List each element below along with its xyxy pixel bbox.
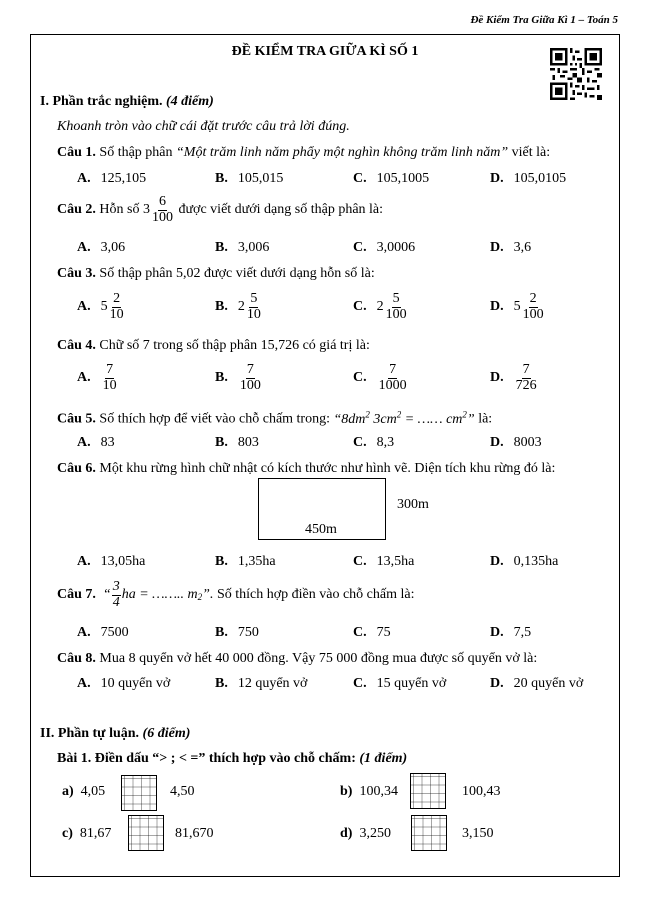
expr-part: “8dm: [333, 411, 366, 427]
q7-quote-close: ”.: [202, 587, 214, 603]
option-fraction: [102, 363, 118, 393]
numerator: 7: [106, 362, 114, 377]
q3-text: Số thập phân 5,02 được viết dưới dạng hỗn số là:: [99, 266, 375, 281]
expr-part: = …… cm: [401, 411, 463, 427]
answer-box-b[interactable]: [410, 773, 446, 809]
option-letter: D.: [490, 435, 504, 450]
q1-option-d[interactable]: [490, 171, 566, 187]
option-value: 7500: [100, 625, 129, 640]
q5-label: Câu 5.: [57, 411, 96, 427]
q6-question: [57, 461, 555, 477]
q6-option-d[interactable]: [490, 554, 558, 570]
answer-box-d[interactable]: [411, 815, 447, 851]
denominator: 100: [239, 377, 261, 393]
part1-instruction: Khoanh tròn vào chữ cái đặt trước câu trả lời đúng.: [57, 119, 350, 134]
denominator: 10: [246, 306, 261, 322]
header-title: Đề Kiểm Tra Giữa Kì 1 – Toán 5: [470, 14, 618, 26]
expr-part: ”: [466, 411, 475, 427]
q3-option-c[interactable]: [353, 292, 409, 322]
option-letter: A.: [77, 171, 91, 186]
option-letter: C.: [353, 240, 367, 255]
item-letter: b): [340, 784, 353, 799]
q7-quote-open: “: [102, 587, 111, 603]
option-letter: A.: [77, 370, 91, 386]
option-value: 0,135ha: [513, 554, 559, 569]
option-value: 105,0105: [513, 171, 567, 186]
q8-option-c[interactable]: [353, 676, 446, 692]
bai1-item-b: [340, 784, 398, 800]
option-value: 3,0006: [376, 240, 416, 255]
option-value: 750: [237, 625, 259, 640]
option-value: 15 quyển vở: [376, 676, 447, 691]
q4-option-c[interactable]: [353, 363, 409, 393]
q1-option-a[interactable]: [77, 171, 146, 187]
q2-label: Câu 2.: [57, 202, 96, 218]
qr-code-icon: [550, 48, 602, 100]
option-fraction: [515, 363, 538, 393]
q2-option-c[interactable]: [353, 240, 415, 256]
q7-text: Số thích hợp điền vào chỗ chấm là:: [216, 587, 415, 603]
q7-question: [57, 580, 415, 610]
q4-question: [57, 338, 370, 354]
q2-option-d[interactable]: [490, 240, 531, 256]
bai1-heading: [57, 751, 407, 767]
bai1-item-a-right: 4,50: [170, 784, 195, 799]
bai1-item-c-right: 81,670: [175, 826, 214, 841]
option-value: 125,105: [100, 171, 147, 186]
q1-question: [57, 145, 550, 161]
option-fraction: [246, 292, 262, 322]
option-letter: C.: [353, 554, 367, 569]
option-value: 13,05ha: [100, 554, 146, 569]
q1-text-end: viết là:: [511, 145, 551, 160]
part2-heading: [40, 726, 190, 742]
q7-option-d[interactable]: [490, 625, 531, 641]
denominator: 726: [515, 377, 537, 393]
q4-option-a[interactable]: [77, 363, 119, 393]
q2-fraction: [151, 195, 174, 225]
mixed-whole: 2: [237, 299, 245, 315]
q8-option-d[interactable]: [490, 676, 583, 692]
denominator: 100: [522, 306, 544, 322]
option-value: 13,5ha: [376, 554, 415, 569]
option-value: 3,006: [237, 240, 270, 255]
denominator: 100: [385, 306, 407, 322]
numerator: 7: [389, 362, 397, 377]
item-left-value: 81,67: [79, 826, 112, 841]
item-letter: c): [62, 826, 73, 841]
denominator: 100: [151, 209, 173, 225]
q3-question: [57, 266, 375, 282]
option-value: 83: [100, 435, 115, 450]
q7-label: Câu 7.: [57, 587, 96, 603]
q7-expression: ha = …….. m: [121, 587, 198, 603]
q1-option-b[interactable]: [215, 171, 283, 187]
bai1-item-b-right: 100,43: [462, 784, 501, 799]
bai1-label: Bài 1. Điền dấu “> ; < =” thích hợp vào chỗ chấm:: [57, 751, 356, 766]
denominator: 10: [109, 306, 124, 322]
q1-option-c[interactable]: [353, 171, 429, 187]
bai1-item-d: [340, 826, 391, 842]
q5-question: [57, 409, 492, 428]
option-value: 7,5: [513, 625, 532, 640]
q5-text-end: là:: [478, 411, 493, 427]
q4-option-d[interactable]: [490, 363, 539, 393]
option-letter: B.: [215, 676, 228, 691]
item-letter: a): [62, 784, 74, 799]
q5-expression: [333, 409, 475, 427]
q3-label: Câu 3.: [57, 266, 96, 281]
option-letter: D.: [490, 299, 504, 315]
bai1-item-c: [62, 826, 111, 842]
option-value: 105,1005: [376, 171, 430, 186]
document-title: ĐỀ KIỂM TRA GIỮA KÌ SỐ 1: [231, 44, 419, 59]
option-value: 10 quyển vở: [100, 676, 171, 691]
bai1-item-d-right: 3,150: [462, 826, 494, 841]
q1-label: Câu 1.: [57, 145, 96, 160]
option-value: 20 quyển vở: [513, 676, 584, 691]
q5-option-a[interactable]: [77, 435, 115, 451]
bai1-points: (1 điểm): [359, 751, 408, 766]
q4-label: Câu 4.: [57, 338, 96, 353]
option-value: 105,015: [237, 171, 284, 186]
option-letter: D.: [490, 554, 504, 569]
expr-part: 3cm: [369, 411, 397, 427]
option-letter: C.: [353, 299, 367, 315]
option-letter: D.: [490, 370, 504, 386]
option-letter: C.: [353, 435, 367, 450]
option-letter: D.: [490, 240, 504, 255]
rect-height-label: 300m: [397, 497, 429, 512]
option-value: 3,06: [100, 240, 126, 255]
rect-width-label: 450m: [305, 522, 337, 537]
mixed-whole: 5: [100, 299, 108, 315]
option-value: 75: [376, 625, 391, 640]
q8-text: Mua 8 quyển vở hết 40 000 đồng. Vậy 75 000 đồng mua được số quyển vở là:: [99, 651, 538, 666]
part2-heading-text: II. Phần tự luận.: [40, 726, 140, 741]
q3-option-d[interactable]: [490, 292, 546, 322]
q5-option-b[interactable]: [215, 435, 259, 451]
q2-text-end: được viết dưới dạng số thập phân là:: [178, 202, 384, 218]
item-left-value: 4,05: [80, 784, 106, 799]
numerator: 2: [113, 291, 121, 306]
option-letter: B.: [215, 171, 228, 186]
q5-option-d[interactable]: [490, 435, 542, 451]
q6-label: Câu 6.: [57, 461, 96, 476]
part1-points: (4 điểm): [166, 94, 214, 109]
q3-option-b[interactable]: [215, 292, 263, 322]
item-left-value: 100,34: [359, 784, 398, 799]
q5-text: Số thích hợp để viết vào chỗ chấm trong:: [99, 411, 330, 427]
q5-option-c[interactable]: [353, 435, 394, 451]
numerator: 7: [522, 362, 530, 377]
q7-fraction: [112, 580, 121, 610]
q6-option-a[interactable]: [77, 554, 145, 570]
option-value: 8003: [513, 435, 542, 450]
numerator: 7: [246, 362, 254, 377]
q7-option-b[interactable]: [215, 625, 259, 641]
mixed-whole: 2: [376, 299, 384, 315]
q6-text: Một khu rừng hình chữ nhật có kích thước như hình vẽ. Diện tích khu rừng đó là:: [99, 461, 556, 476]
option-letter: D.: [490, 625, 504, 640]
numerator: 5: [250, 291, 258, 306]
option-letter: C.: [353, 676, 367, 691]
bai1-item-a: [62, 784, 105, 800]
numerator: 3: [112, 579, 120, 594]
option-value: 12 quyển vở: [237, 676, 308, 691]
q2-question: [57, 195, 383, 225]
q6-option-b[interactable]: [215, 554, 276, 570]
q8-option-a[interactable]: [77, 676, 170, 692]
option-letter: C.: [353, 370, 367, 386]
answer-box-a[interactable]: [121, 775, 157, 811]
option-letter: C.: [353, 171, 367, 186]
option-letter: B.: [215, 240, 228, 255]
option-letter: A.: [77, 299, 91, 315]
q1-text: Số thập phân: [99, 145, 173, 160]
option-value: 3,6: [513, 240, 532, 255]
denominator: 10: [102, 377, 117, 393]
part2-points: (6 điểm): [142, 726, 191, 741]
option-letter: B.: [215, 554, 228, 569]
item-letter: d): [340, 826, 353, 841]
expr-sup: 2: [365, 409, 370, 419]
expr-sup: 2: [396, 409, 402, 419]
option-letter: A.: [77, 554, 91, 569]
option-value: 1,35ha: [237, 554, 276, 569]
part1-heading: [40, 94, 214, 110]
q7-option-c[interactable]: [353, 625, 391, 641]
option-letter: D.: [490, 676, 504, 691]
q1-quote: “Một trăm linh năm phẩy một nghìn không trăm linh năm”: [176, 145, 509, 160]
q8-label: Câu 8.: [57, 651, 96, 666]
option-value: 8,3: [376, 435, 395, 450]
numerator: 2: [529, 291, 537, 306]
option-letter: B.: [215, 435, 228, 450]
q8-option-b[interactable]: [215, 676, 307, 692]
q2-mixed-whole: 3: [142, 202, 150, 218]
option-letter: A.: [77, 435, 91, 450]
expr-sup: 2: [462, 409, 467, 419]
part1-heading-text: I. Phần trắc nghiệm.: [40, 94, 163, 109]
option-letter: B.: [215, 299, 228, 315]
q4-text: Chữ số 7 trong số thập phân 15,726 có giá trị là:: [99, 338, 370, 353]
item-left-value: 3,250: [359, 826, 391, 841]
option-letter: A.: [77, 676, 91, 691]
option-letter: A.: [77, 240, 91, 255]
option-fraction: [239, 363, 262, 393]
numerator: 6: [158, 194, 166, 209]
q8-question: [57, 651, 537, 667]
answer-box-c[interactable]: [128, 815, 164, 851]
denominator: 1000: [378, 377, 407, 393]
option-letter: B.: [215, 370, 228, 386]
q7-option-a[interactable]: [77, 625, 129, 641]
q2-text: Hỗn số: [99, 202, 140, 218]
option-letter: A.: [77, 625, 91, 640]
option-fraction: [385, 292, 408, 322]
q7-sup: 2: [197, 592, 203, 602]
option-letter: B.: [215, 625, 228, 640]
denominator: 4: [112, 594, 120, 610]
q3-option-a[interactable]: [77, 292, 126, 322]
option-fraction: [378, 363, 408, 393]
q2-option-b[interactable]: [215, 240, 269, 256]
numerator: 5: [392, 291, 400, 306]
option-fraction: [109, 292, 125, 322]
option-value: 803: [237, 435, 259, 450]
q4-option-b[interactable]: [215, 363, 263, 393]
option-letter: C.: [353, 625, 367, 640]
option-fraction: [522, 292, 545, 322]
q2-option-a[interactable]: [77, 240, 125, 256]
q6-option-c[interactable]: [353, 554, 414, 570]
option-letter: D.: [490, 171, 504, 186]
mixed-whole: 5: [513, 299, 521, 315]
